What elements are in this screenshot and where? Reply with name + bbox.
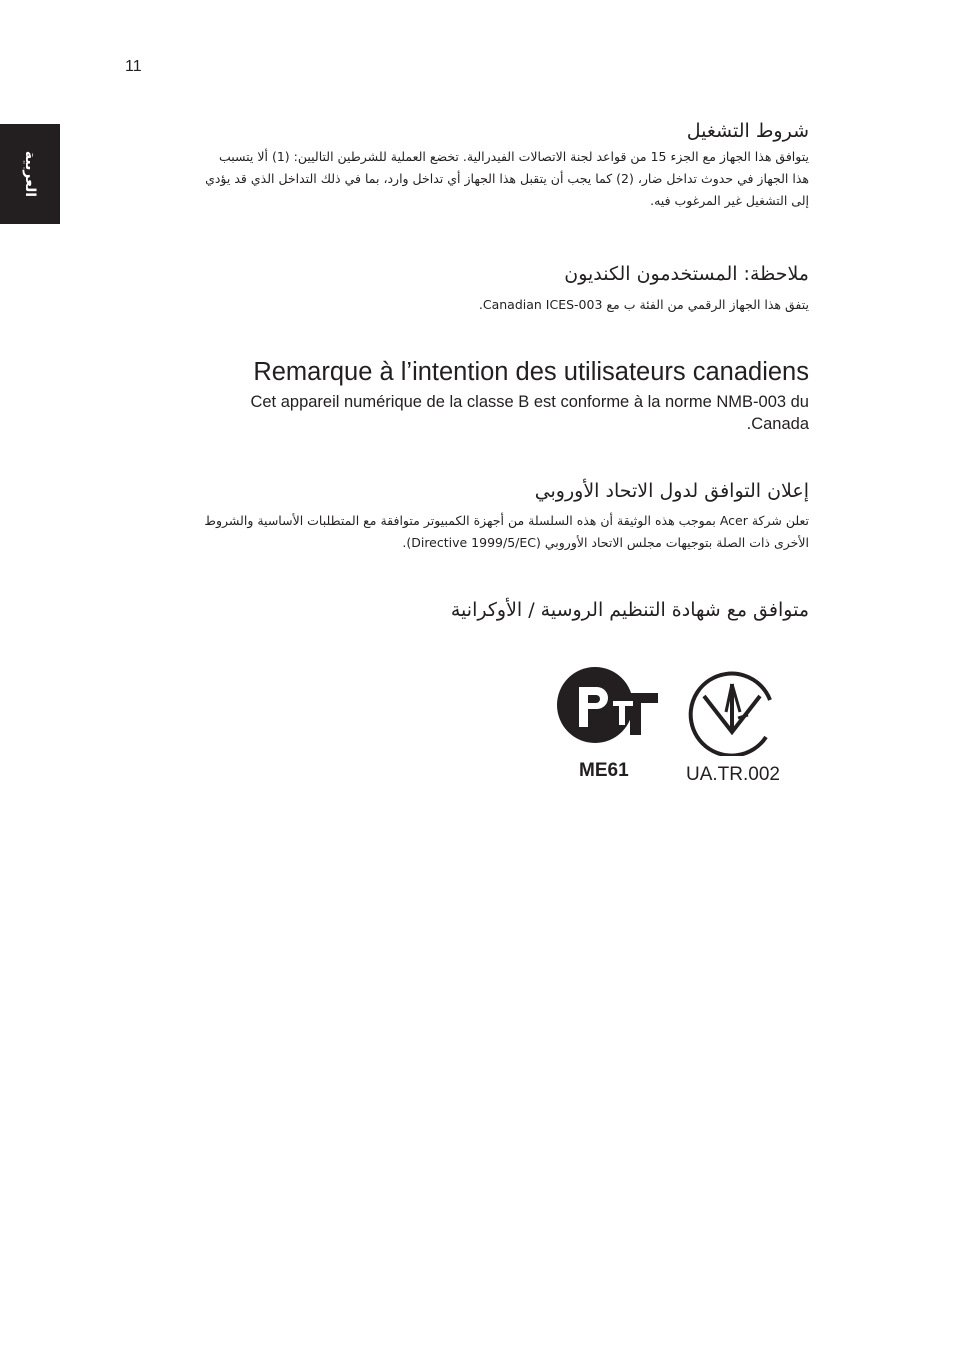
section-eu-declaration <box>129 478 809 554</box>
body-line: .Canada <box>746 415 809 433</box>
section-heading: شروط التشغيل <box>686 120 809 142</box>
section-canadian-note-ar <box>129 261 809 316</box>
pct-certification-mark <box>555 665 659 745</box>
body-line: تعلن شركة Acer بموجب هذه الوثيقة أن هذه السلسلة من أجهزة الكمبيوتر متوافقة مع المتطلبات الأساسية والشروط <box>204 513 809 528</box>
ukrainian-mark-caption: UA.TR.002 <box>686 764 780 785</box>
body-line: يتفق هذا الجهاز الرقمي من الفئة ب مع Canadian ICES-003. <box>478 297 809 312</box>
section-russian-ukrainian-cert <box>129 597 809 623</box>
section-heading: إعلان التوافق لدول الاتحاد الأوروبي <box>534 480 809 502</box>
section-operating-conditions <box>129 118 809 212</box>
ukrainian-conformity-mark <box>688 660 776 756</box>
body-line: هذا الجهاز في حدوث تداخل ضار، (2) كما يجب أن يتقبل هذا الجهاز أي تداخل وارد، بما في ذلك التداخل الذي قد يؤدي <box>205 171 809 186</box>
section-heading: متوافق مع شهادة التنظيم الروسية / الأوكرانية <box>450 599 809 621</box>
body-line: إلى التشغيل غير المرغوب فيه. <box>650 193 809 208</box>
page-number: 11 <box>125 58 142 75</box>
body-line: Cet appareil numérique de la classe B est conforme à la norme NMB-003 du <box>250 393 809 411</box>
pct-mark-caption: ME61 <box>579 760 629 781</box>
body-line: يتوافق هذا الجهاز مع الجزء 15 من قواعد لجنة الاتصالات الفيدرالية. تخضع العملية للشرطين التاليين: (1) ألا يتسبب <box>218 149 809 164</box>
section-heading: ملاحظة: المستخدمون الكنديون <box>564 263 809 285</box>
body-line: الأخرى ذات الصلة بتوجيهات مجلس الاتحاد الأوروبي (Directive 1999/5/EC). <box>402 535 809 550</box>
side-tab-label: العربية <box>22 150 38 198</box>
section-heading: Remarque à l’intention des utilisateurs canadiens <box>253 358 809 386</box>
section-canadian-note-fr <box>129 356 809 435</box>
language-side-tab <box>0 124 60 224</box>
